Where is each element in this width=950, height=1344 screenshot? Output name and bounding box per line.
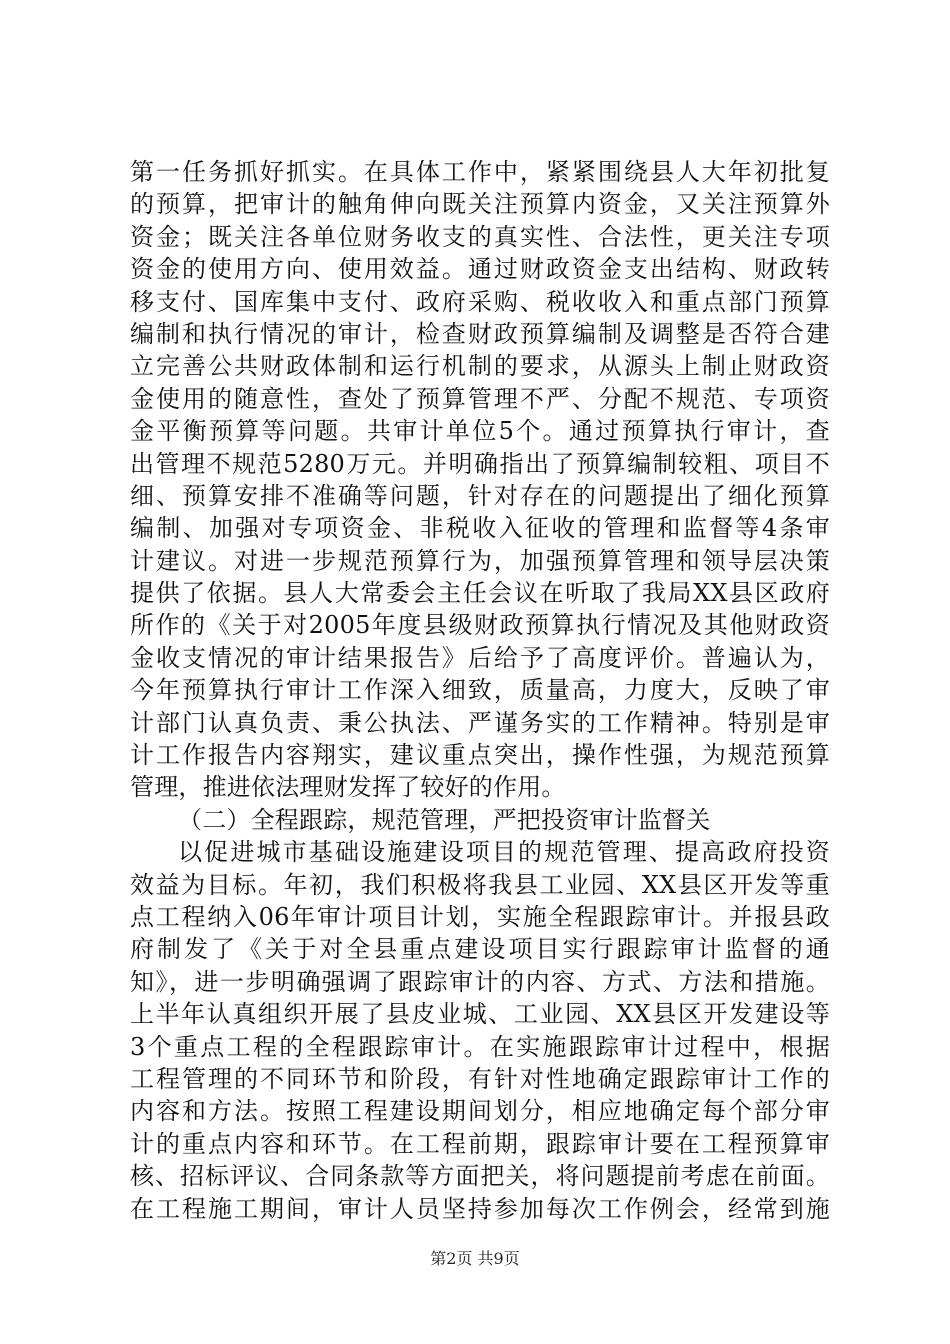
text-line: 核、招标评议、合同条款等方面把关，将问题提前考虑在前面。 [130, 1162, 830, 1191]
text-line: 今年预算执行审计工作深入细致，质量高，力度大，反映了审 [130, 676, 830, 705]
text-line: 计建议。对进一步规范预算行为，加强预算管理和领导层决策 [130, 546, 830, 575]
text-line: 金使用的随意性，查处了预算管理不严、分配不规范、专项资 [130, 384, 830, 413]
text-line: 细、预算安排不准确等问题，针对存在的问题提出了细化预算 [130, 481, 830, 510]
text-line: 出管理不规范5280万元。并明确指出了预算编制较粗、项目不 [130, 449, 830, 478]
text-line: 计工作报告内容翔实，建议重点突出，操作性强，为规范预算 [130, 741, 830, 770]
text-line: 管理，推进依法理财发挥了较好的作用。 [130, 773, 566, 802]
page-number-label: 第2页 共9页 [430, 1249, 520, 1268]
paragraph-first-line: 以促进城市基础设施建设项目的规范管理、提高政府投资 [178, 838, 830, 867]
text-line: 知》，进一步明确强调了跟踪审计的内容、方式、方法和措施。 [130, 967, 830, 996]
text-line: 所作的《关于对2005年度县级财政预算执行情况及其他财政资 [130, 611, 830, 640]
text-line: 府制发了《关于对全县重点建设项目实行跟踪审计监督的通 [130, 935, 830, 964]
text-line: 立完善公共财政体制和运行机制的要求，从源头上制止财政资 [130, 352, 830, 381]
section-heading: （二）全程跟踪，规范管理，严把投资审计监督关 [178, 805, 711, 834]
text-line: 在工程施工期间，审计人员坚持参加每次工作例会，经常到施 [130, 1194, 830, 1223]
text-line: 资金的使用方向、使用效益。通过财政资金支出结构、财政转 [130, 255, 830, 284]
text-line: 工程管理的不同环节和阶段，有针对性地确定跟踪审计工作的 [130, 1064, 830, 1093]
text-line: 计部门认真负责、秉公执法、严谨务实的工作精神。特别是审 [130, 708, 830, 737]
text-line: 移支付、国库集中支付、政府采购、税收收入和重点部门预算 [130, 287, 830, 316]
text-line: 计的重点内容和环节。在工程前期，跟踪审计要在工程预算审 [130, 1129, 830, 1158]
text-line: 编制和执行情况的审计，检查财政预算编制及调整是否符合建 [130, 319, 830, 348]
text-line: 金平衡预算等问题。共审计单位5个。通过预算执行审计，查 [130, 417, 830, 446]
text-line: 第一任务抓好抓实。在具体工作中，紧紧围绕县人大年初批复 [130, 158, 830, 186]
text-line: 上半年认真组织开展了县皮业城、工业园、XX县区开发建设等 [130, 1000, 830, 1029]
text-line: 资金；既关注各单位财务收支的真实性、合法性，更关注专项 [130, 222, 830, 251]
text-line: 提供了依据。县人大常委会主任会议在听取了我局XX县区政府 [130, 579, 830, 608]
page-footer [0, 1248, 950, 1270]
text-line: 的预算，把审计的触角伸向既关注预算内资金，又关注预算外 [130, 190, 830, 219]
text-line: 金收支情况的审计结果报告》后给予了高度评价。普遍认为， [130, 643, 830, 672]
text-line: 内容和方法。按照工程建设期间划分，相应地确定每个部分审 [130, 1097, 830, 1126]
text-line: 点工程纳入06年审计项目计划，实施全程跟踪审计。并报县政 [130, 902, 830, 931]
text-line: 编制、加强对专项资金、非税收入征收的管理和监督等4条审 [130, 514, 830, 543]
text-line: 效益为目标。年初，我们积极将我县工业园、XX县区开发等重 [130, 870, 830, 899]
text-line: 3个重点工程的全程跟踪审计。在实施跟踪审计过程中，根据 [130, 1032, 830, 1061]
document-body [130, 156, 830, 1225]
